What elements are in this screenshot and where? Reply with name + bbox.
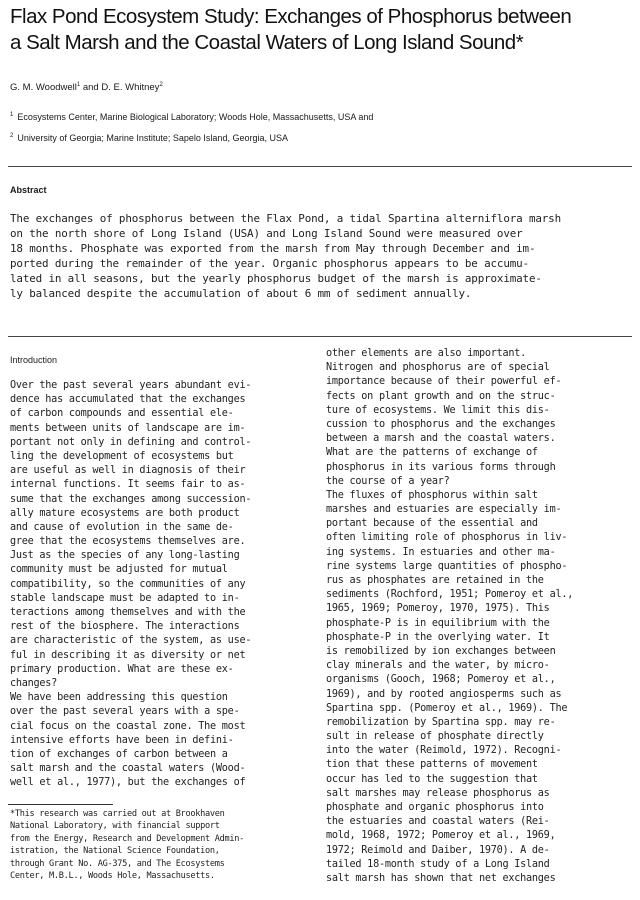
abstract-heading: Abstract — [10, 185, 47, 195]
text-line: rus as phosphates are retained in the — [326, 575, 544, 586]
text-line: 1965, 1969; Pomeroy, 1970, 1975). This — [326, 603, 550, 615]
text-line: phosphate-P is in equilibrium with the — [326, 617, 550, 629]
text-line: ing systems. In estuaries and other ma- — [326, 546, 556, 558]
text-line: primary production. What are these ex- — [10, 663, 234, 675]
text-line: community must be adjusted for mutual — [10, 564, 228, 576]
abstract-body — [10, 211, 624, 302]
text-line: 1969), and by rooted angiosperms such as — [326, 688, 562, 700]
author-conjunction: and — [80, 82, 102, 94]
text-line: compatibility, so the communities of any — [10, 578, 246, 590]
text-line: organisms (Gooch, 1968; Pomeroy et al., — [326, 674, 556, 686]
text-line: ture of ecosystems. We limit this dis- — [326, 404, 550, 416]
text-line: between a marsh and the coastal waters. — [326, 433, 556, 445]
text-line: We have been addressing this question — [10, 692, 228, 704]
abstract-line: lated in all seasons, but the yearly phosphorus budget of the marsh is approximate- — [10, 272, 542, 286]
text-line: the course of a year? — [326, 475, 450, 487]
author-list — [10, 82, 163, 93]
affiliation-mark: 1 — [10, 112, 14, 118]
introduction-left-column — [10, 379, 310, 790]
text-line: occur has led to the suggestion that — [326, 773, 538, 785]
header-divider — [8, 166, 632, 167]
affiliation-mark: 2 — [10, 133, 14, 139]
text-line: internal functions. It seems fair to as- — [10, 479, 246, 491]
affiliation-text: Ecosystems Center, Marine Biological Laboratory; Woods Hole, Massachusetts, USA and — [17, 112, 374, 122]
abstract-line: ported during the remainder of the year. Organic phosphorus appears to be accumu- — [10, 257, 529, 271]
title-line-2: a Salt Marsh and the Coastal Waters of Long Island Sound* — [10, 31, 524, 54]
text-line: clay minerals and the water, by micro- — [326, 660, 550, 672]
footnote-line: *This research was carried out at Brookhaven — [10, 809, 225, 819]
text-line: phosphorus in its various forms through — [326, 461, 556, 473]
text-line: ments between units of landscape are im- — [10, 422, 246, 434]
footnote — [10, 808, 310, 882]
abstract-divider — [8, 336, 632, 337]
text-line: sume that the exchanges among succession- — [10, 493, 252, 505]
text-line: salt marsh has shown that net exchanges — [326, 872, 556, 884]
text-line: Just as the species of any long-lasting — [10, 550, 240, 562]
text-line: portant not only in defining and control- — [10, 436, 252, 448]
text-line: other elements are also important. — [326, 348, 527, 359]
footnote-line: Center, M.B.L., Woods Hole, Massachusetts. — [10, 870, 215, 881]
title-line-1: Flax Pond Ecosystem Study: Exchanges of Phosphorus between — [10, 5, 572, 28]
text-line: tailed 18-month study of a Long Island — [326, 858, 550, 870]
text-line: importance because of their powerful ef- — [326, 376, 562, 388]
text-line: teractions among themselves and with the — [10, 607, 246, 618]
text-line: cussion to phosphorus and the exchanges — [326, 418, 556, 430]
text-line: tion of exchanges of carbon between a — [10, 748, 228, 760]
text-line: tion that these patterns of movement — [326, 759, 538, 771]
text-line: Nitrogen and phosphorus are of special — [326, 362, 550, 374]
abstract-line: ly balanced despite the accumulation of about 6 mm of sediment annually. — [10, 287, 472, 301]
text-line: and cause of evolution in the same de- — [10, 521, 234, 533]
introduction-right-column — [326, 347, 632, 886]
text-line: fects on plant growth and on the struc- — [326, 390, 556, 402]
text-line: What are the patterns of exchange of — [326, 447, 538, 459]
text-line: 1972; Reimold and Daiber, 1970). A de- — [326, 844, 550, 856]
footnote-line: istration, the National Science Foundation, — [10, 846, 220, 857]
text-line: rine systems large quantities of phospho- — [326, 560, 568, 572]
text-line: ling the development of ecosystems but — [10, 450, 234, 462]
text-line: sult in release of phosphate directly — [326, 731, 544, 743]
affiliation — [10, 133, 373, 154]
text-line: phosphate-P in the overlying water. It — [326, 631, 550, 643]
footnote-line: National Laboratory, with financial support — [10, 821, 220, 832]
text-line: into the water (Reimold, 1972). Recogni- — [326, 745, 562, 757]
footnote-line: from the Energy, Research and Development Admin- — [10, 833, 244, 844]
author-name: D. E. Whitney — [101, 82, 160, 94]
text-line: Spartina spp. (Pomeroy et al., 1969). The — [326, 702, 568, 714]
text-line: sediments (Rochford, 1951; Pomeroy et al., — [326, 589, 574, 601]
text-line: intensive efforts have been in defini- — [10, 734, 234, 746]
text-line: over the past several years with a spe- — [10, 706, 240, 718]
text-line: stable landscape must be adapted to in- — [10, 592, 240, 604]
text-line: ally mature ecosystems are both product — [10, 507, 240, 519]
text-line: is remobilized by ion exchanges between — [326, 645, 556, 657]
text-line: phosphate and organic phosphorus into — [326, 802, 544, 813]
text-line: The fluxes of phosphorus within salt — [326, 489, 538, 501]
text-line: are useful as well in diagnosis of their — [10, 465, 246, 477]
text-line: changes? — [10, 677, 58, 689]
text-line: salt marsh and the coastal waters (Wood- — [10, 763, 246, 775]
text-line: the estuaries and coastal waters (Rei- — [326, 816, 550, 828]
affiliation-text: University of Georgia; Marine Institute; Sapelo Island, Georgia, USA — [17, 133, 288, 143]
author-affiliation-mark: 2 — [159, 82, 163, 88]
text-line: Over the past several years abundant evi- — [10, 380, 252, 391]
author-affiliation-mark: 1 — [76, 82, 81, 88]
introduction-heading: Introduction — [10, 355, 58, 365]
text-line: are characteristic of the system, as use- — [10, 635, 252, 647]
footnote-line: through Grant No. AG-375, and The Ecosystems — [10, 858, 225, 869]
abstract-line: The exchanges of phosphorus between the Flax Pond, a tidal Spartina alterniflora marsh — [10, 212, 561, 225]
text-line: remobilization by Spartina spp. may re- — [326, 716, 556, 728]
text-line: ful in describing it as diversity or net — [10, 649, 246, 661]
abstract-line: on the north shore of Long Island (USA) and Long Island Sound were measured over — [10, 227, 523, 241]
text-line: cial focus on the coastal zone. The most — [10, 720, 246, 732]
text-line: rest of the biosphere. The interactions — [10, 621, 240, 633]
text-line: dence has accumulated that the exchanges — [10, 394, 246, 406]
affiliation-list — [10, 112, 373, 154]
abstract-line: 18 months. Phosphate was exported from the marsh from May through December and im- — [10, 242, 536, 256]
text-line: mold, 1968, 1972; Pomeroy et al., 1969, — [326, 830, 556, 842]
affiliation — [10, 112, 373, 133]
text-line: well et al., 1977), but the exchanges of — [10, 777, 246, 789]
text-line: portant because of the essential and — [326, 518, 538, 530]
footnote-divider — [8, 804, 113, 805]
paper-title — [10, 4, 630, 56]
text-line: marshes and estuaries are especially im- — [326, 504, 562, 516]
text-line: of carbon compounds and essential ele- — [10, 408, 234, 420]
text-line: gree that the ecosystems themselves are. — [10, 536, 246, 548]
text-line: salt marshes may release phosphorus as — [326, 787, 550, 799]
text-line: often limiting role of phosphorus in liv- — [326, 532, 568, 544]
author-name: G. M. Woodwell — [10, 82, 77, 94]
